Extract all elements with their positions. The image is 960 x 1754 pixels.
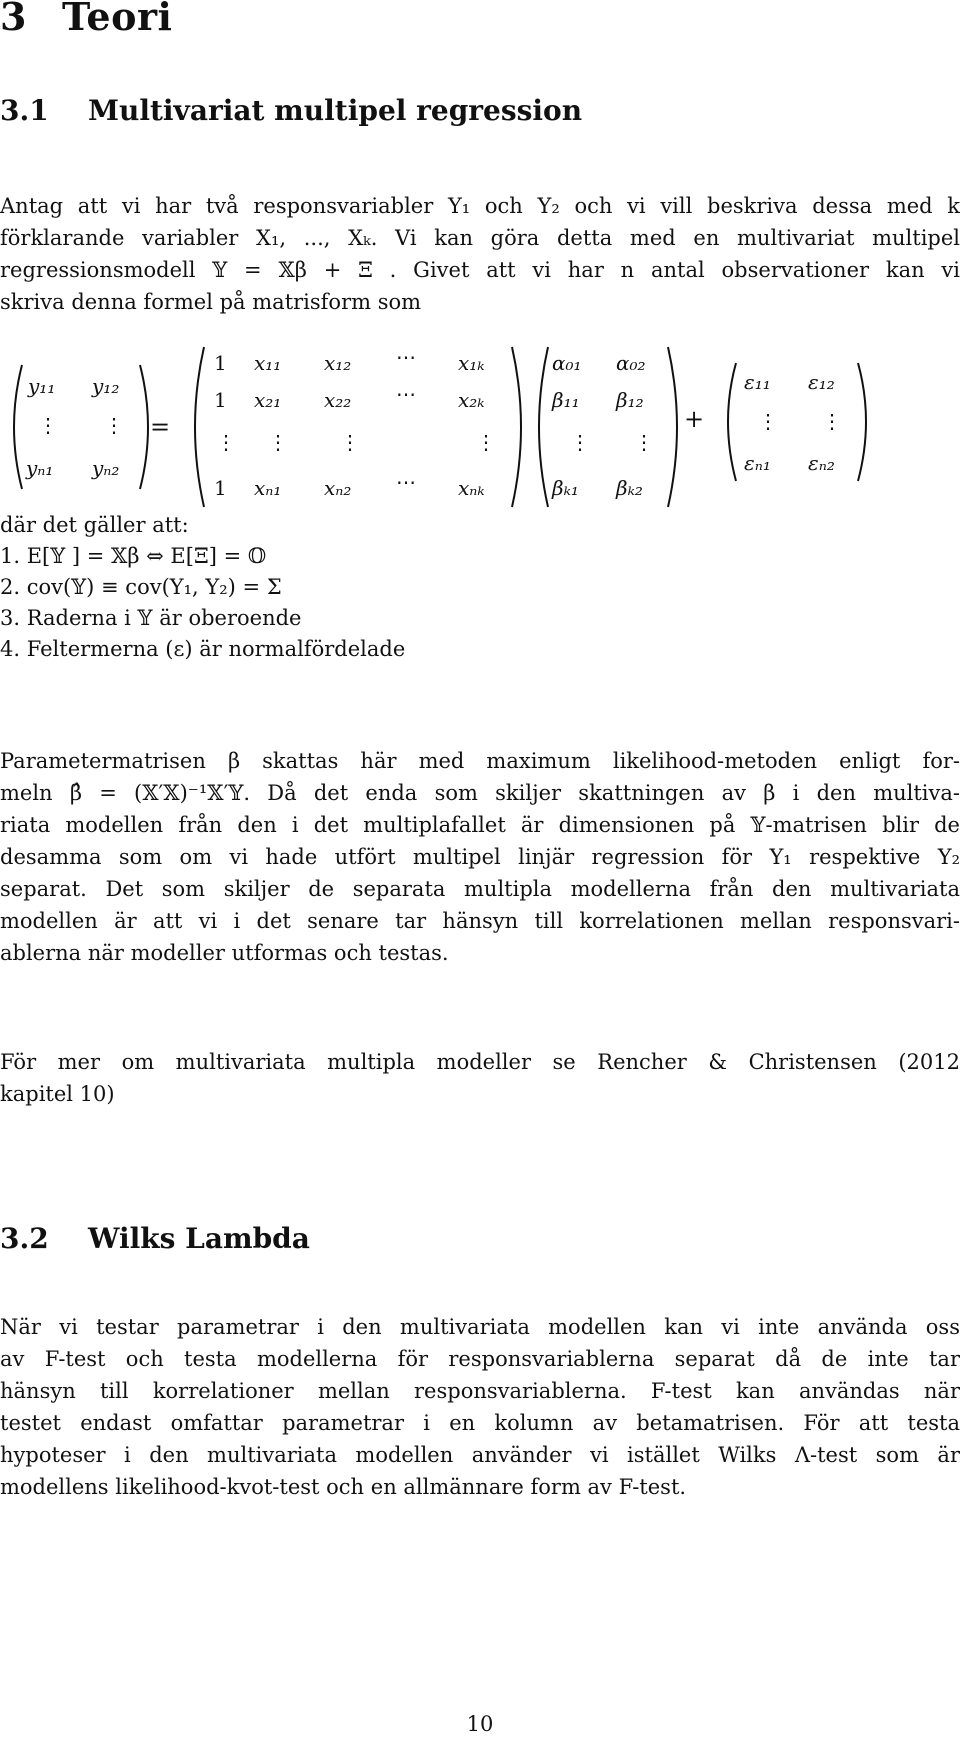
text-line: För mer om multivariata multipla modeller se Rencher & Christensen (2012: [0, 1050, 960, 1074]
matrix-cell: x₂ₖ: [458, 388, 485, 412]
matrix-cell: α₀₂: [616, 351, 646, 375]
matrix-cell: 1: [214, 388, 227, 412]
right-paren: [668, 347, 677, 507]
matrix-cell: ⋯: [396, 345, 416, 369]
text-line: testet endast omfattar parametrar i en kolumn av betamatrisen. För att testa: [0, 1411, 960, 1435]
matrix-cell: ⋮: [822, 409, 842, 433]
matrix-cell: yₙ₂: [92, 456, 120, 480]
text-line: meln β̂ = (𝕏′𝕏)⁻¹𝕏′𝕐. Då det enda som skiljer skattningen av β i den multiva-: [0, 781, 960, 805]
text-line: Parametermatrisen β skattas här med maximum likelihood-metoden enligt for-: [0, 749, 960, 773]
chapter-heading: [0, 0, 172, 39]
text-line: av F-test och testa modellerna för responsvariablerna separat då de inte tar: [0, 1347, 960, 1371]
matrix-cell: ⋯: [396, 382, 416, 406]
matrix-cell: ⋮: [476, 430, 496, 454]
condition-item: 3. Raderna i 𝕐 är oberoende: [0, 606, 302, 630]
section-title: Multivariat multipel regression: [88, 94, 583, 127]
matrix-cell: ⋮: [634, 430, 654, 454]
left-paren: [195, 347, 204, 507]
conditions-intro: där det gäller att:: [0, 513, 189, 537]
text-line: skriva denna formel på matrisform som: [0, 290, 422, 314]
matrix-cell: ⋮: [758, 409, 778, 433]
text-line: modellen är att vi i det senare tar hänsyn till korrelationen mellan responsvari-: [0, 909, 960, 933]
section-number: 3.2: [0, 1222, 49, 1255]
matrix-cell: xₙ₁: [254, 476, 282, 500]
matrix-cell: εₙ₂: [808, 451, 835, 475]
matrix-cell: xₙ₂: [324, 476, 352, 500]
left-paren: [14, 365, 22, 489]
matrix-cell: βₖ₁: [552, 476, 579, 500]
section-title: Wilks Lambda: [88, 1222, 310, 1255]
text-line: hänsyn till korrelationer mellan responsvariablerna. F-test kan användas när: [0, 1379, 960, 1403]
equals-sign: =: [150, 413, 171, 441]
condition-item: 2. cov(𝕐) ≡ cov(Y₁, Y₂) = Σ: [0, 575, 282, 599]
matrix-cell: ⋮: [570, 430, 590, 454]
matrix-cell: ⋮: [268, 430, 288, 454]
condition-item: 1. E[𝕐 ] = 𝕏β ⇔ E[Ξ] = 𝕆: [0, 544, 267, 568]
matrix-equation: [0, 345, 960, 510]
text-line: Antag att vi har två responsvariabler Y₁ och Y₂ och vi vill beskriva dessa med k: [0, 194, 960, 218]
matrix-cell: yₙ₁: [26, 456, 54, 480]
matrix-cell: β₁₂: [616, 388, 644, 412]
condition-item: 4. Feltermerna (ε) är normalfördelade: [0, 637, 406, 661]
matrix-cell: ε₁₁: [744, 370, 771, 394]
matrix-cell: x₁ₖ: [458, 351, 485, 375]
matrix-cell: ε₁₂: [808, 370, 835, 394]
matrix-cell: x₁₁: [254, 351, 282, 375]
matrix-cell: 1: [214, 476, 227, 500]
intro-paragraph: [0, 190, 960, 318]
chapter-title: Teori: [62, 0, 173, 39]
text-line: hypoteser i den multivariata modellen använder vi istället Wilks Λ-test som är: [0, 1443, 960, 1467]
reference-paragraph: [0, 1046, 960, 1110]
matrix-cell: x₂₂: [324, 388, 352, 412]
text-line: desamma som om vi hade utfört multipel linjär regression för Y₁ respektive Y₂: [0, 845, 960, 869]
plus-sign: +: [684, 405, 705, 433]
matrix-cell: ⋮: [340, 430, 360, 454]
matrix-cell: ⋮: [38, 413, 58, 437]
section-heading-3-2: [0, 1222, 310, 1255]
chapter-number: 3: [0, 0, 27, 39]
wilks-paragraph: [0, 1311, 960, 1503]
right-paren: [858, 363, 866, 481]
right-paren: [512, 347, 521, 507]
matrix-cell: ⋮: [104, 413, 124, 437]
matrix-cell: y₁₂: [92, 374, 120, 398]
text-line: När vi testar parametrar i den multivariata modellen kan vi inte använda oss: [0, 1315, 960, 1339]
text-line: kapitel 10): [0, 1082, 115, 1106]
matrix-cell: α₀₁: [552, 351, 582, 375]
estimation-paragraph: [0, 745, 960, 969]
left-paren: [539, 347, 548, 507]
text-line: modellens likelihood-kvot-test och en allmännare form av F-test.: [0, 1475, 687, 1499]
text-line: regressionsmodell 𝕐 = 𝕏β + Ξ . Givet att vi har n antal observationer kan vi: [0, 258, 960, 282]
text-line: ablerna när modeller utformas och testas.: [0, 941, 449, 965]
matrix-cell: xₙₖ: [458, 476, 485, 500]
matrix-cell: εₙ₁: [744, 451, 771, 475]
right-paren: [140, 365, 148, 489]
matrix-cell: x₂₁: [254, 388, 282, 412]
matrix-cell: x₁₂: [324, 351, 352, 375]
matrix-cell: 1: [214, 351, 227, 375]
matrix-cell: βₖ₂: [616, 476, 643, 500]
matrix-cell: ⋮: [216, 430, 236, 454]
text-line: separat. Det som skiljer de separata multipla modellerna från den multivariata: [0, 877, 960, 901]
matrix-cell: ⋯: [396, 470, 416, 494]
matrix-cell: β₁₁: [552, 388, 580, 412]
section-heading-3-1: [0, 94, 582, 127]
matrix-cell: y₁₁: [28, 374, 56, 398]
conditions-list: [0, 510, 405, 665]
text-line: förklarande variabler X₁, ..., Xₖ. Vi kan göra detta med en multivariat multipel: [0, 226, 960, 250]
left-paren: [728, 363, 736, 481]
text-line: riata modellen från den i det multiplafallet är dimensionen på 𝕐-matrisen blir de: [0, 813, 960, 837]
section-number: 3.1: [0, 94, 49, 127]
page-number: 10: [466, 1712, 494, 1736]
